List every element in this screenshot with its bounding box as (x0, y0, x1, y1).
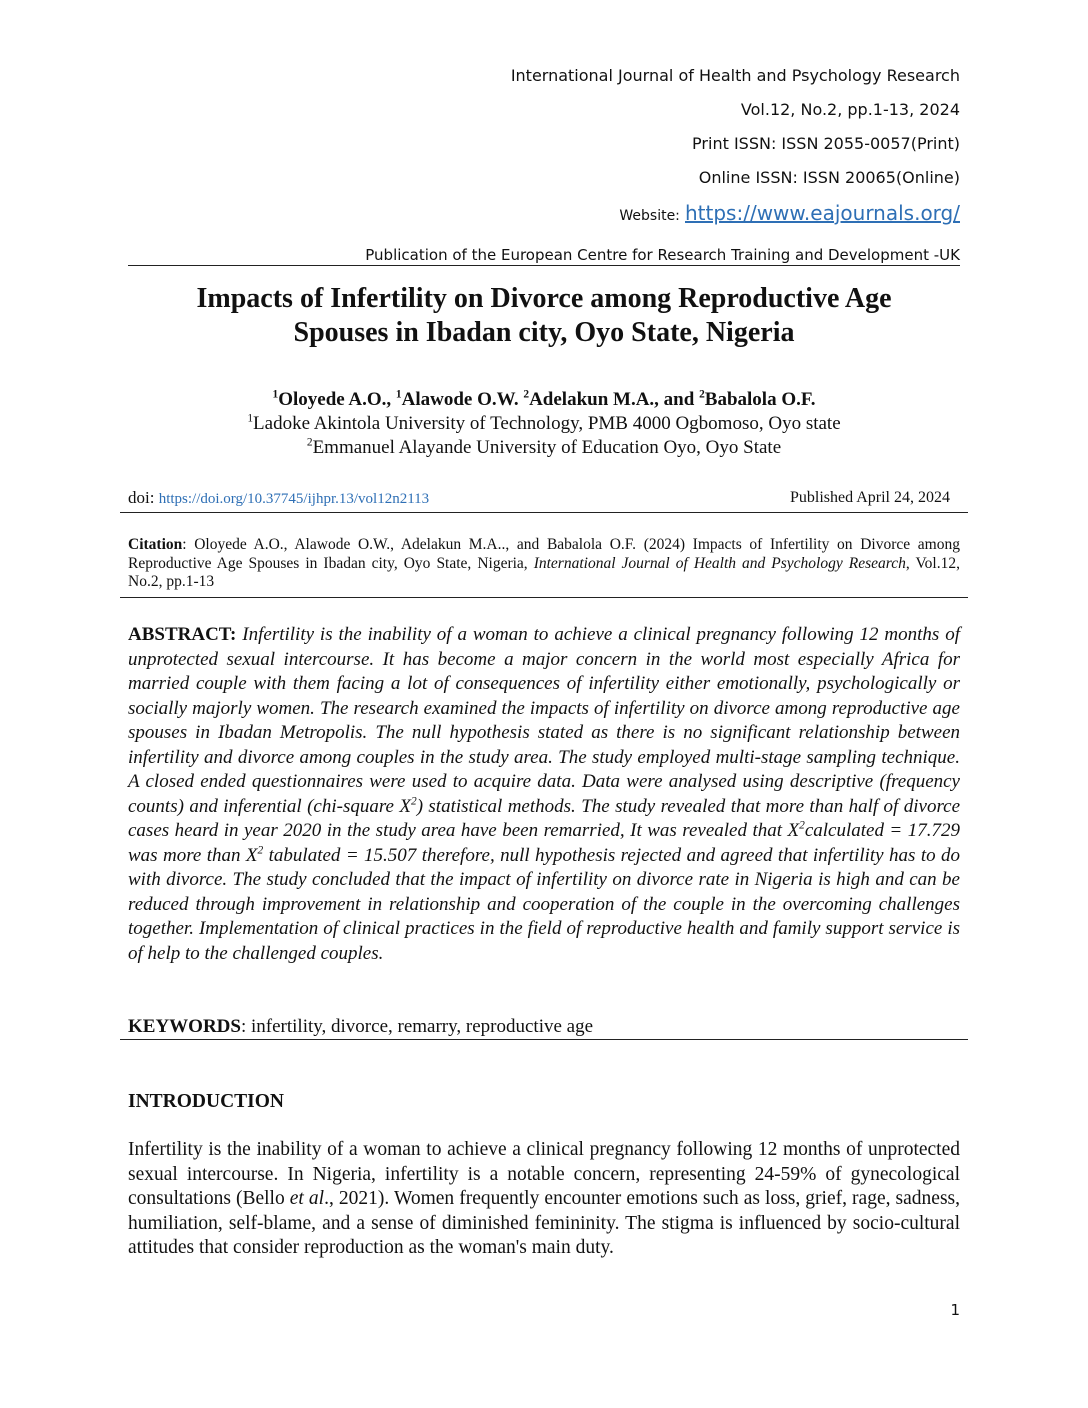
affiliation-2-text: Emmanuel Alayande University of Education Oyo, Oyo State (312, 437, 782, 458)
keywords-label: KEYWORDS (128, 1016, 241, 1037)
introduction-heading: INTRODUCTION (128, 1091, 285, 1112)
affiliation-1 (100, 413, 988, 435)
website-label: Website: (619, 208, 680, 224)
journal-name: International Journal of Health and Psychology Research (510, 66, 960, 85)
author-2: Alawode O.W. (401, 389, 524, 410)
abstract-sup-2: 2 (799, 819, 805, 832)
keywords-divider (120, 1039, 968, 1040)
citation-journal: International Journal of Health and Psychology Research (533, 554, 906, 572)
publisher-line: Publication of the European Centre for Research Training and Development -UK (365, 246, 960, 264)
print-issn: Print ISSN: ISSN 2055-0057(Print) (692, 134, 960, 153)
author-4: Babalola O.F. (704, 389, 816, 410)
citation-text-2: , Vol.12, No.2, pp.1-13 (128, 554, 960, 590)
abstract-text-2: ) statistical methods. The study revealed that more than half of divorce cases heard in year 2020 in the study area have been remarried, It was revealed that X (128, 795, 960, 841)
header-divider (128, 265, 960, 266)
affiliation-2-sup: 2 (306, 436, 313, 449)
keywords-text: : infertility, divorce, remarry, reproductive age (240, 1016, 594, 1037)
website-line (619, 200, 960, 229)
abstract-text-1: Infertility is the inability of a woman to achieve a clinical pregnancy following 12 months of unprotected sexual intercourse. It has become a major concern in the world most especially Africa for married couple with them facing a lot of consequences of infertility either emotionally, psychologically or socially majorly women. The research examined the impacts of infertility on divorce among reproductive age spouses in Ibadan Metropolis. The null hypothesis stated as there is no significant relationship between infertility and divorce among couples in the study area. The study employed multi-stage sampling technique. A closed ended questionnaires were used to acquire data. Data were analysed using descriptive (frequency counts) and inferential (chi-square X (128, 624, 960, 817)
affiliation-1-text: Ladoke Akintola University of Technology, PMB 4000 Ogbomoso, Oyo state (253, 413, 841, 434)
intro-text-1: Infertility is the inability of a woman to achieve a clinical pregnancy following 12 months of unprotected sexual intercourse. In Nigeria, infertility is a notable concern, representing 24-59% of gynecological consultations (Bello (128, 1139, 960, 1209)
citation-label: Citation (128, 536, 183, 553)
affiliation-1-sup: 1 (247, 412, 254, 425)
author-3-sup: 2 (523, 388, 530, 401)
website-link[interactable]: https://www.eajournals.org/ (685, 201, 960, 225)
citation-divider (120, 597, 968, 598)
citation-text-1: : Oloyede A.O., Alawode O.W., Adelakun M.A.., and Babalola O.F. (2024) Impacts of Infertility on Divorce among Reproductive Age Spouses in Ibadan city, Oyo State, Nigeria, (128, 536, 960, 572)
title-line-1: Impacts of Infertility on Divorce among Reproductive Age (196, 283, 892, 314)
abstract-label: ABSTRACT: (128, 624, 237, 645)
abstract-sup-1: 2 (410, 795, 417, 808)
affiliation-2 (100, 437, 988, 459)
doi-divider (120, 512, 968, 513)
author-3: Adelakun M.A., and (529, 389, 700, 410)
introduction-paragraph (128, 1138, 960, 1260)
abstract-text-4: tabulated = 15.507 therefore, null hypothesis rejected and agreed that infertility has to do with divorce. The study concluded that the impact of infertility on divorce rate in Nigeria is high and can be reduced through improvement in relationship and cooperation of the couple in the overcoming challenges together. Implementation of clinical practices in the field of reproductive health and family support service is of help to the challenged couples. (128, 844, 961, 964)
intro-text-2: ., 2021). Women frequently encounter emotions such as loss, grief, rage, sadness, humiliation, self-blame, and a sense of diminished femininity. The stigma is influenced by socio-cultural attitudes that consider reproduction as the woman's main duty. (128, 1188, 960, 1258)
abstract-sup-3: 2 (257, 844, 264, 857)
doi-row (128, 487, 950, 510)
page-number: 1 (950, 1301, 960, 1319)
doi-label: doi: (128, 488, 159, 507)
paper-title (100, 282, 988, 350)
keywords-block (128, 1016, 960, 1038)
abstract-block (128, 623, 960, 966)
intro-etal: et al (289, 1188, 325, 1209)
online-issn: Online ISSN: ISSN 20065(Online) (698, 168, 960, 187)
author-1: Oloyede A.O., (278, 389, 396, 410)
author-1-sup: 1 (272, 388, 279, 401)
title-line-2: Spouses in Ibadan city, Oyo State, Nigeria (293, 317, 795, 348)
author-list (100, 389, 988, 411)
published-date: Published April 24, 2024 (789, 489, 950, 506)
abstract-text-3: calculated = 17.729 was more than X (128, 820, 960, 866)
volume-info: Vol.12, No.2, pp.1-13, 2024 (740, 100, 960, 119)
author-4-sup: 2 (699, 388, 705, 401)
author-2-sup: 1 (395, 388, 402, 401)
doi-link[interactable]: https://doi.org/10.37745/ijhpr.13/vol12n2113 (158, 491, 430, 507)
citation-block (128, 536, 960, 592)
